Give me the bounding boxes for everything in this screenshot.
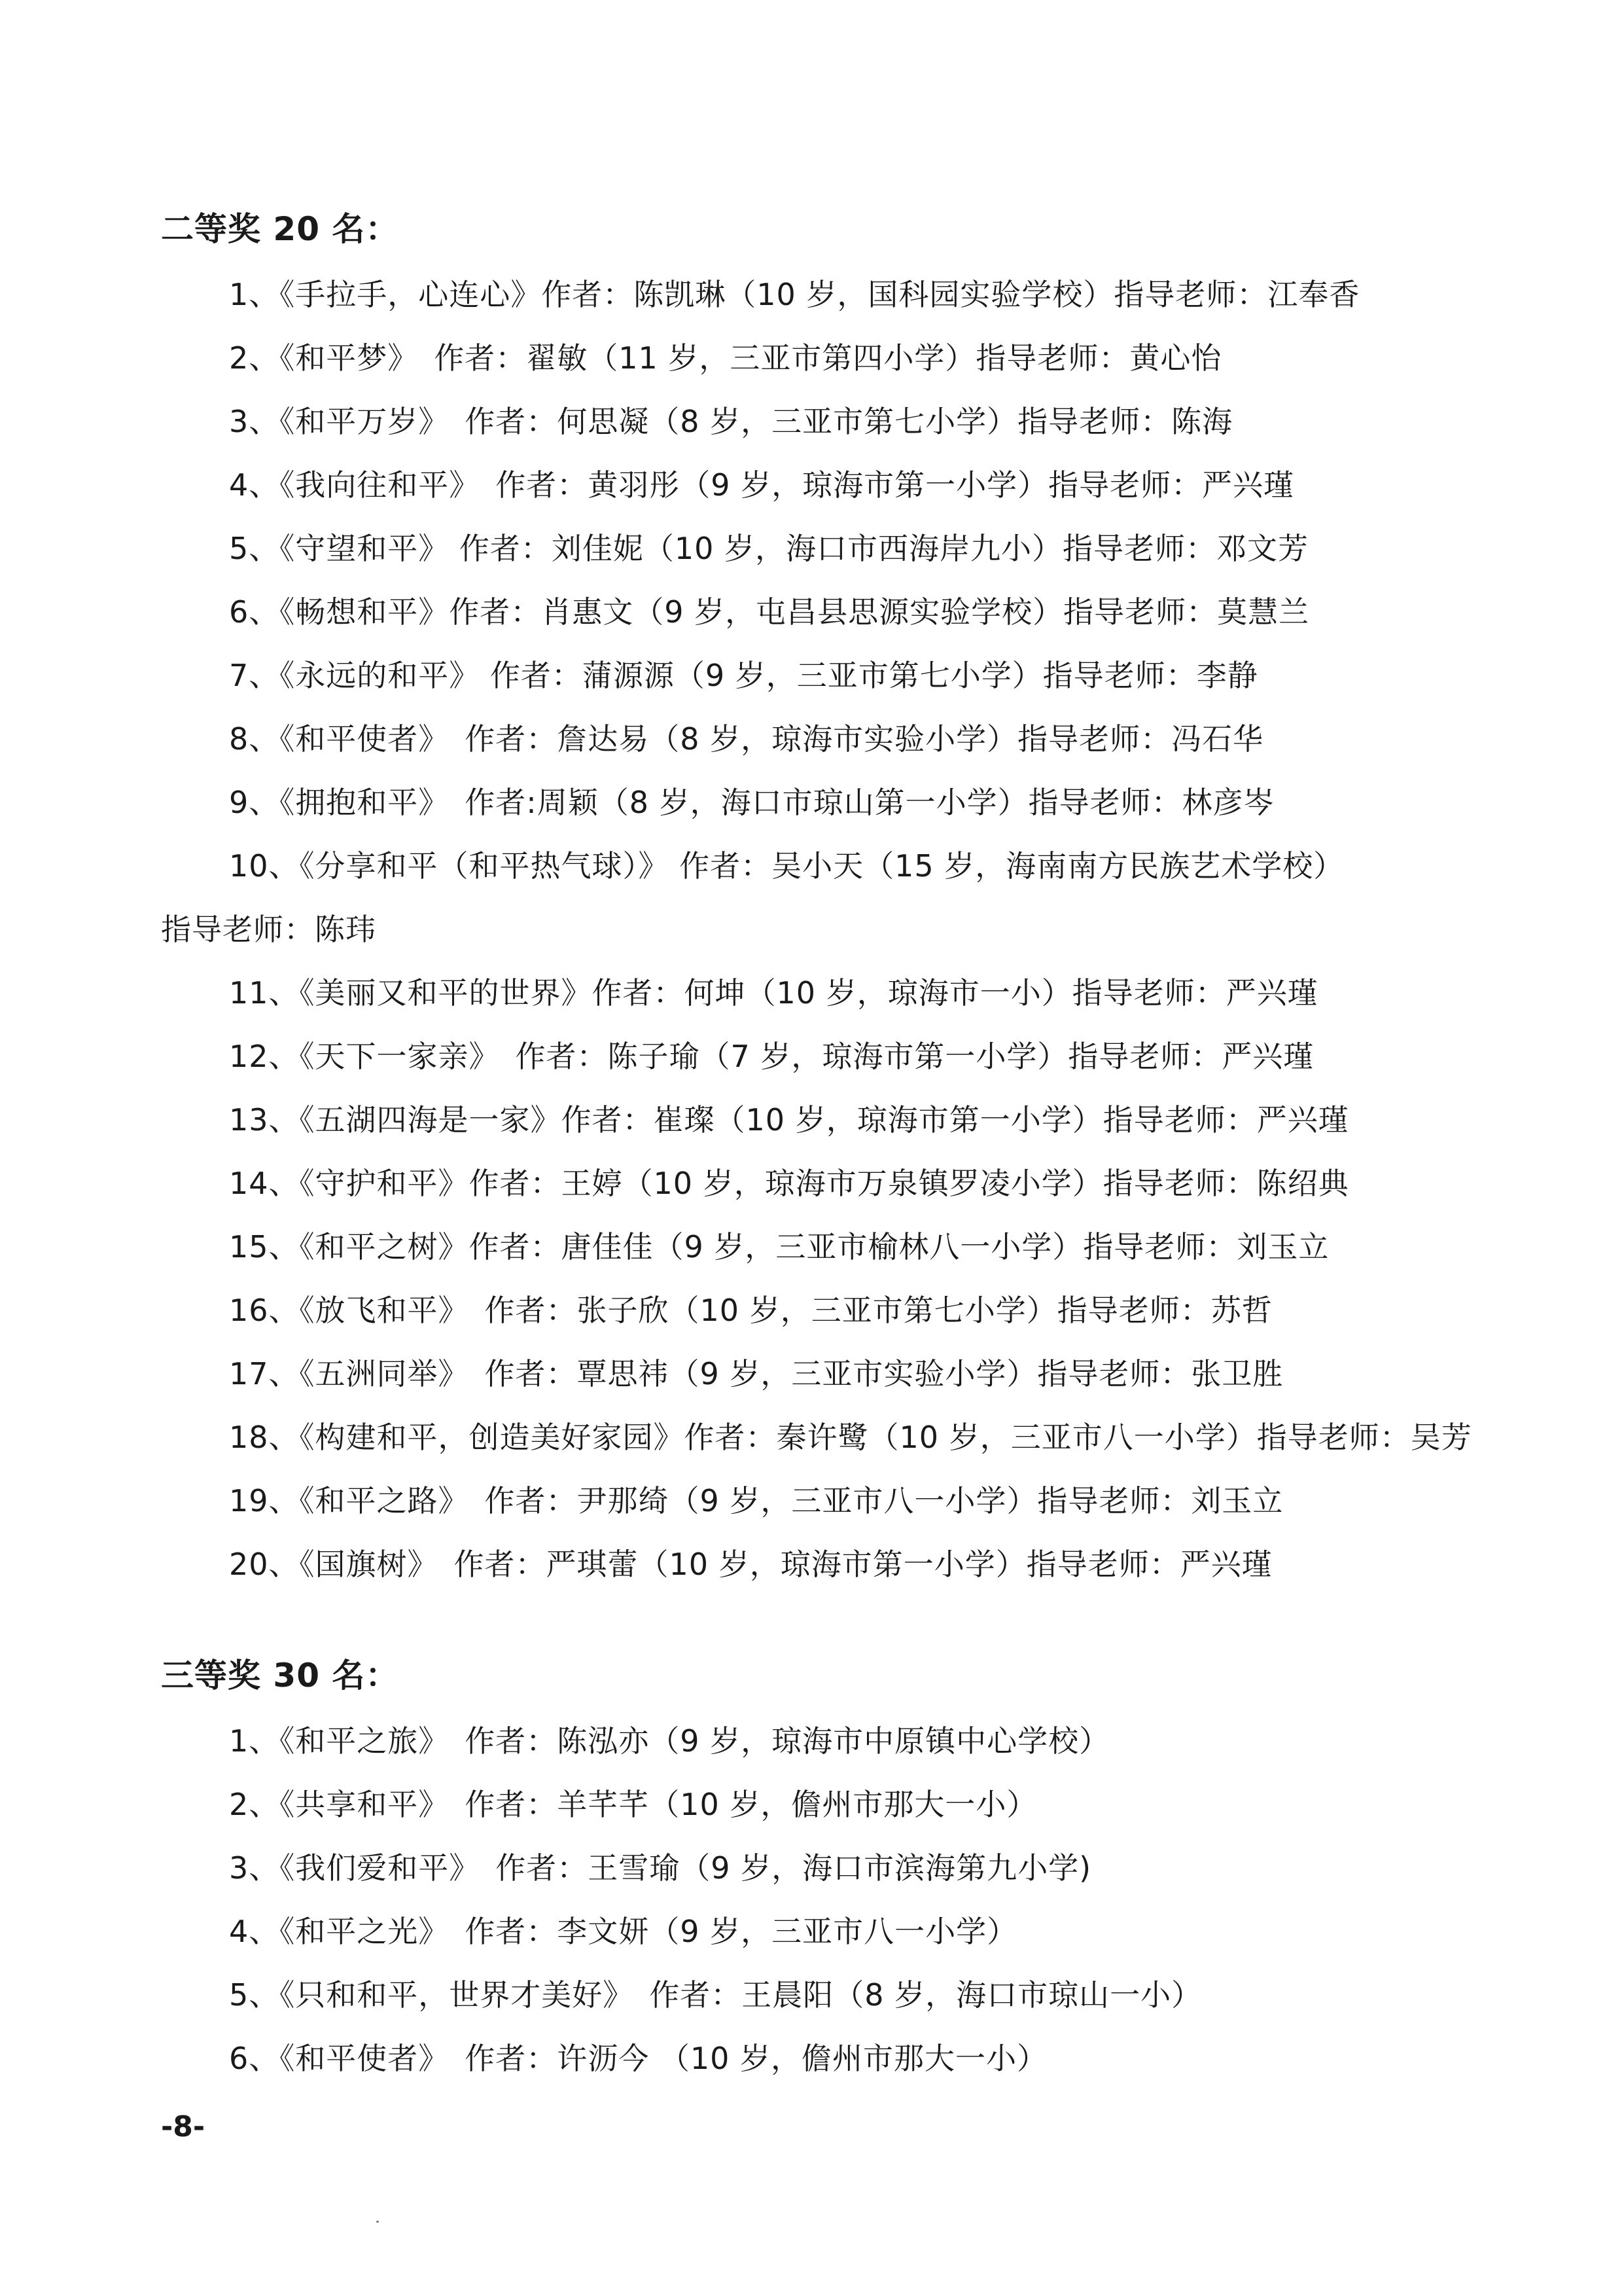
- second-prize-heading: 二等奖 20 名：: [161, 210, 399, 248]
- list-item: 16、《放飞和平》 作者：张子欣（10 岁，三亚市第七小学）指导老师：苏哲: [229, 1293, 1273, 1328]
- list-item: 8、《和平使者》 作者：詹达易（8 岁，琼海市实验小学）指导老师：冯石华: [229, 721, 1264, 757]
- list-item: 5、《只和和平，世界才美好》 作者：王晨阳（8 岁，海口市琼山一小）: [229, 1977, 1203, 2013]
- list-item: 5、《守望和平》 作者：刘佳妮（10 岁，海口市西海岸九小）指导老师：邓文芳: [229, 531, 1309, 566]
- list-item: 6、《畅想和平》作者：肖惠文（9 岁，屯昌县思源实验学校）指导老师：莫慧兰: [229, 594, 1310, 630]
- scan-speck: [376, 2221, 379, 2223]
- list-item: 7、《永远的和平》 作者：蒲源源（9 岁，三亚市第七小学）指导老师：李静: [229, 658, 1258, 693]
- list-item-continuation: 指导老师：陈玮: [161, 912, 376, 947]
- third-prize-heading: 三等奖 30 名：: [161, 1657, 399, 1695]
- list-item: 1、《手拉手，心连心》作者：陈凯琳（10 岁，国科园实验学校）指导老师：江奉香: [229, 277, 1360, 312]
- list-item: 13、《五湖四海是一家》作者：崔璨（10 岁，琼海市第一小学）指导老师：严兴瑾: [229, 1102, 1349, 1138]
- list-item: 12、《天下一家亲》 作者：陈子瑜（7 岁，琼海市第一小学）指导老师：严兴瑾: [229, 1039, 1315, 1074]
- list-item: 11、《美丽又和平的世界》作者：何坤（10 岁，琼海市一小）指导老师：严兴瑾: [229, 975, 1318, 1011]
- list-item: 3、《我们爱和平》 作者：王雪瑜（9 岁，海口市滨海第九小学): [229, 1850, 1092, 1886]
- list-item: 18、《构建和平，创造美好家园》作者：秦许鹭（10 岁，三亚市八一小学）指导老师：吴芳: [229, 1420, 1472, 1455]
- list-item: 17、《五洲同举》 作者：覃思祎（9 岁，三亚市实验小学）指导老师：张卫胜: [229, 1356, 1284, 1391]
- list-item: 15、《和平之树》作者：唐佳佳（9 岁，三亚市榆林八一小学）指导老师：刘玉立: [229, 1229, 1330, 1265]
- list-item: 14、《守护和平》作者：王婷（10 岁，琼海市万泉镇罗凌小学）指导老师：陈绍典: [229, 1166, 1349, 1201]
- list-item: 2、《共享和平》 作者：羊芊芊（10 岁，儋州市那大一小）: [229, 1787, 1038, 1822]
- list-item: 4、《我向往和平》 作者：黄羽彤（9 岁，琼海市第一小学）指导老师：严兴瑾: [229, 467, 1295, 503]
- list-item: 19、《和平之路》 作者：尹那绮（9 岁，三亚市八一小学）指导老师：刘玉立: [229, 1483, 1284, 1518]
- list-item: 10、《分享和平（和平热气球）》 作者：吴小天（15 岁，海南南方民族艺术学校）: [229, 848, 1345, 884]
- list-item: 9、《拥抱和平》 作者:周颖（8 岁，海口市琼山第一小学）指导老师：林彦岑: [229, 785, 1275, 820]
- list-item: 2、《和平梦》 作者：翟敏（11 岁，三亚市第四小学）指导老师：黄心怡: [229, 340, 1222, 376]
- list-item: 6、《和平使者》 作者：许沥今 （10 岁，儋州市那大一小）: [229, 2041, 1048, 2076]
- list-item: 20、《国旗树》 作者：严琪蕾（10 岁，琼海市第一小学）指导老师：严兴瑾: [229, 1547, 1273, 1582]
- list-item: 1、《和平之旅》 作者：陈泓亦（9 岁，琼海市中原镇中心学校）: [229, 1723, 1110, 1759]
- list-item: 4、《和平之光》 作者：李文妍（9 岁，三亚市八一小学）: [229, 1914, 1018, 1949]
- list-item: 3、《和平万岁》 作者：何思凝（8 岁，三亚市第七小学）指导老师：陈海: [229, 404, 1233, 439]
- page-number: -8-: [161, 2110, 205, 2144]
